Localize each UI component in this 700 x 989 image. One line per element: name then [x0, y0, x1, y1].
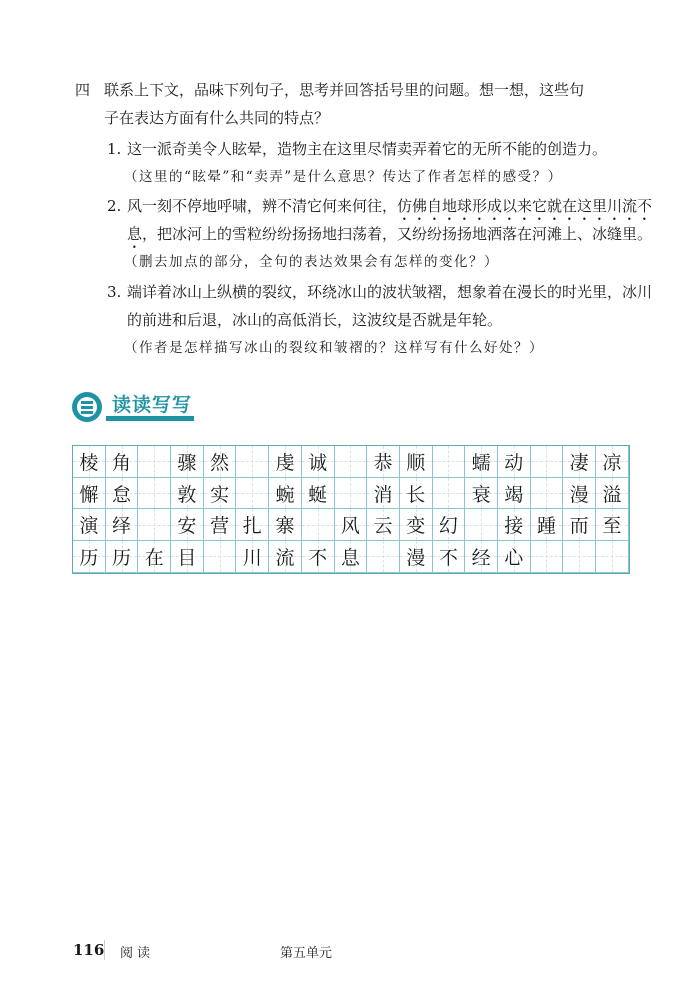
- grid-character: 安: [177, 515, 197, 538]
- grid-character: 溢: [602, 483, 622, 506]
- exercise-number: 四: [75, 81, 91, 99]
- grid-cell: [269, 446, 302, 478]
- item-3-note: （作者是怎样描写冰山的裂纹和皱褶的？这样写有什么好处？）: [124, 340, 544, 356]
- grid-cell: [367, 541, 400, 573]
- grid-cell: [367, 478, 400, 510]
- grid-character: 怠: [112, 483, 132, 506]
- item-2-line2: [127, 224, 652, 252]
- grid-cell: [563, 509, 596, 541]
- grid-character: 敦: [177, 483, 197, 506]
- grid-character: 凄: [569, 451, 589, 474]
- grid-character: 不: [438, 546, 458, 569]
- grid-character: 扎: [242, 515, 262, 538]
- grid-cell: [531, 446, 564, 478]
- page-number: 116: [73, 941, 105, 959]
- grid-character: 历: [79, 546, 99, 569]
- grid-character: 消: [373, 483, 393, 506]
- grid-character: 目: [177, 546, 197, 569]
- grid-cell: [367, 509, 400, 541]
- grid-character: 竭: [504, 483, 524, 506]
- item-2-number: 2.: [107, 197, 122, 215]
- grid-character: 恭: [373, 451, 393, 474]
- grid-cell: [400, 446, 433, 478]
- item-3-line1: 端详着冰山上纵横的裂纹，环绕冰山的波状皱褶，想象着在漫长的时光里，冰川: [127, 283, 653, 301]
- grid-character: 凉: [602, 451, 622, 474]
- grid-character: 变: [406, 515, 426, 538]
- grid-character: 长: [406, 483, 426, 506]
- grid-character: 演: [79, 515, 99, 538]
- grid-cell: [400, 509, 433, 541]
- item-1-number: 1.: [107, 140, 122, 158]
- grid-cell: [498, 478, 531, 510]
- grid-cell: [269, 541, 302, 573]
- grid-cell: [106, 446, 139, 478]
- grid-cell: [236, 541, 269, 573]
- grid-cell: [400, 478, 433, 510]
- grid-character: 懈: [79, 483, 99, 506]
- grid-cell: [236, 509, 269, 541]
- grid-cell: [73, 541, 106, 573]
- grid-character: 诚: [308, 451, 328, 474]
- grid-cell: [596, 478, 629, 510]
- grid-cell: [465, 446, 498, 478]
- item-1-note: （这里的“眩晕”和“卖弄”是什么意思？传达了作者怎样的感受？）: [124, 169, 563, 185]
- grid-cell: [433, 446, 466, 478]
- grid-character: 虔: [275, 451, 295, 474]
- section-three-icon: [72, 392, 102, 422]
- grid-character: 角: [112, 451, 132, 474]
- item-1-text: 这一派奇美令人眩晕，造物主在这里尽情卖弄着它的无所不能的创造力。: [127, 140, 608, 158]
- grid-cell: [498, 446, 531, 478]
- section-title: 读读写写: [112, 394, 193, 416]
- grid-cell: [335, 446, 368, 478]
- grid-character: 漫: [406, 546, 426, 569]
- grid-cell: [465, 541, 498, 573]
- item-2-text-after: ，把冰河上的雪粒纷纷扬扬地扫荡着，又纷纷扬扬地洒落在河滩上、冰缝里。: [142, 225, 653, 243]
- grid-cell: [171, 541, 204, 573]
- grid-cell: [596, 446, 629, 478]
- grid-cell: [465, 478, 498, 510]
- grid-character: 云: [373, 515, 393, 538]
- grid-character: 流: [275, 546, 295, 569]
- grid-cell: [204, 446, 237, 478]
- grid-character: 顺: [406, 451, 426, 474]
- item-2-emphasized-end: 息: [127, 225, 143, 243]
- grid-cell: [106, 541, 139, 573]
- grid-character: 在: [144, 546, 164, 569]
- item-3-line2: 的前进和后退，冰山的高低消长，这波纹是否就是年轮。: [127, 311, 503, 329]
- grid-cell: [531, 541, 564, 573]
- grid-cell: [563, 478, 596, 510]
- grid-character: 棱: [79, 451, 99, 474]
- grid-character: 营: [210, 515, 230, 538]
- grid-cell: [302, 446, 335, 478]
- grid-cell: [204, 478, 237, 510]
- grid-cell: [335, 541, 368, 573]
- grid-character: 实: [210, 483, 230, 506]
- footer-section: 阅读: [120, 946, 155, 961]
- exercise-prompt-line2: 子在表达方面有什么共同的特点？: [104, 109, 330, 127]
- grid-character: 幻: [438, 515, 458, 538]
- grid-cell: [73, 509, 106, 541]
- grid-character: 蠕: [471, 451, 491, 474]
- item-2-note: （删去加点的部分，全句的表达效果会有怎样的变化？）: [124, 254, 499, 270]
- grid-character: 历: [112, 546, 132, 569]
- grid-cell: [138, 541, 171, 573]
- grid-cell: [269, 478, 302, 510]
- grid-character: 衰: [471, 483, 491, 506]
- grid-character: 而: [569, 515, 589, 538]
- grid-character: 川: [242, 546, 262, 569]
- grid-character: 蜿: [275, 483, 295, 506]
- grid-character: 踵: [536, 515, 556, 538]
- item-2-line1: [127, 196, 652, 224]
- grid-cell: [204, 541, 237, 573]
- item-3-number: 3.: [107, 283, 122, 301]
- grid-character: 然: [210, 451, 230, 474]
- grid-cell: [335, 478, 368, 510]
- grid-character: 动: [504, 451, 524, 474]
- grid-character: 寨: [275, 515, 295, 538]
- grid-cell: [138, 446, 171, 478]
- grid-character: 经: [471, 546, 491, 569]
- grid-cell: [236, 478, 269, 510]
- grid-character: 心: [504, 546, 524, 569]
- grid-cell: [531, 509, 564, 541]
- item-2-text-before: 风一刻不停地呼啸，辨不清它何来何往，: [127, 197, 398, 215]
- grid-cell: [236, 446, 269, 478]
- grid-cell: [367, 446, 400, 478]
- grid-cell: [531, 478, 564, 510]
- grid-character: 不: [308, 546, 328, 569]
- grid-cell: [73, 446, 106, 478]
- grid-character: 风: [340, 515, 360, 538]
- grid-cell: [302, 478, 335, 510]
- grid-cell: [335, 509, 368, 541]
- grid-cell: [498, 509, 531, 541]
- grid-cell: [171, 509, 204, 541]
- grid-cell: [171, 446, 204, 478]
- grid-cell: [433, 478, 466, 510]
- grid-character: 接: [504, 515, 524, 538]
- grid-cell: [138, 509, 171, 541]
- footer-divider: [104, 940, 105, 960]
- grid-cell: [302, 509, 335, 541]
- grid-character: 漫: [569, 483, 589, 506]
- grid-cell: [73, 478, 106, 510]
- grid-cell: [563, 541, 596, 573]
- grid-cell: [596, 509, 629, 541]
- grid-cell: [563, 446, 596, 478]
- grid-cell: [106, 478, 139, 510]
- grid-cell: [204, 509, 237, 541]
- grid-cell: [302, 541, 335, 573]
- grid-cell: [596, 541, 629, 573]
- grid-cell: [138, 478, 171, 510]
- grid-character: 骤: [177, 451, 197, 474]
- grid-cell: [433, 541, 466, 573]
- grid-cell: [400, 541, 433, 573]
- grid-cell: [465, 509, 498, 541]
- grid-character: 至: [602, 515, 622, 538]
- grid-cell: [171, 478, 204, 510]
- section-title-underline: [106, 416, 194, 421]
- grid-cell: [433, 509, 466, 541]
- exercise-prompt-line1: 联系上下文，品味下列句子，思考并回答括号里的问题。想一想，这些句: [104, 81, 585, 99]
- grid-character: 蜒: [308, 483, 328, 506]
- grid-character: 息: [340, 546, 360, 569]
- grid-character: 绎: [112, 515, 132, 538]
- grid-cell: [269, 509, 302, 541]
- grid-cell: [106, 509, 139, 541]
- item-2-emphasized-text: 仿佛自地球形成以来它就在这里川流不: [397, 197, 653, 215]
- grid-cell: [498, 541, 531, 573]
- footer-unit: 第五单元: [280, 946, 333, 961]
- word-grid: [72, 445, 630, 574]
